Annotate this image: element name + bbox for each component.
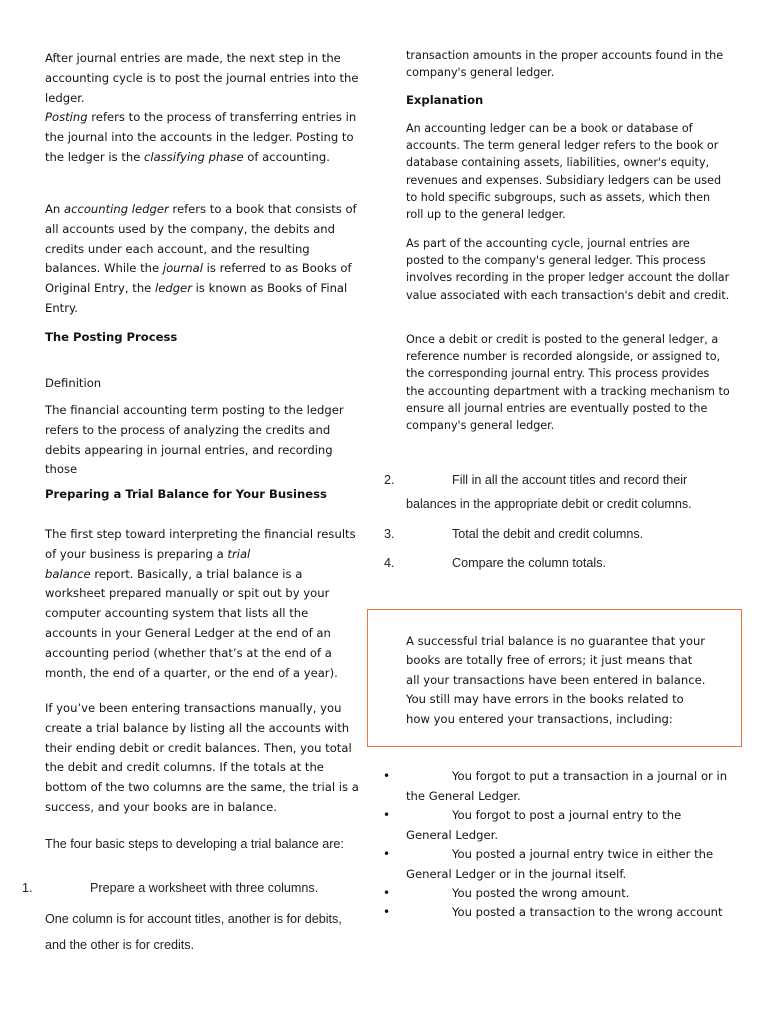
list-item: You posted a journal entry twice in either the <box>452 847 714 861</box>
explanation-paragraph-1: An accounting ledger can be a book or database of accounts. The term general ledger refers to the book or database containing assets, liabilities, owner's equity, revenues and expenses. Subsidiary ledgers can be used to hold specific subgroups, such as assets, which then roll up to the general ledger. <box>406 122 722 222</box>
intro-text-3: of accounting. <box>243 149 330 164</box>
definition-text: The financial accounting term posting to the ledger refers to the process of analyzing the credits and debits appearing in journal entries, and recording those <box>45 403 344 477</box>
intro-text: After journal entries are made, the next step in the accounting cycle is to post the journal entries into the ledger. <box>45 51 359 105</box>
trial-balance-paragraph-1 <box>45 525 363 683</box>
step-1-text: Prepare a worksheet with three columns. <box>90 881 319 895</box>
accounting-ledger-term: accounting ledger <box>63 202 169 216</box>
list-item: You posted the wrong amount. <box>452 886 630 900</box>
trial-p1-text-2: report. Basically, a trial balance is a worksheet prepared manually or spit out by your computer accounting system that lists all the accounts in your General Ledger at the end of an accounting period (whether that’s at the end of a month, the end of a quarter, or the end of a year). <box>45 566 338 680</box>
ledger-def-text: An <box>45 202 64 216</box>
trial-balance-paragraph-2: If you’ve been entering transactions manually, you create a trial balance by listing all the accounts with their ending debit or credit balances. Then, you total the debit and credit columns. If the totals at the bottom of the two columns are the same, the trial is a success, and your books are in balance. <box>45 701 359 814</box>
classifying-phase-term: classifying phase <box>144 149 244 164</box>
ledger-def-text-3: is referred to as Books of Original Entry, the <box>45 261 352 296</box>
step-2-continued: balances in the appropriate debit or credit columns. <box>406 497 692 511</box>
ledger-term: ledger <box>154 281 192 296</box>
bullet-marker: • <box>383 886 391 900</box>
step-3-text: Total the debit and credit columns. <box>452 527 644 541</box>
posting-process-heading: The Posting Process <box>45 330 178 344</box>
explanation-heading: Explanation <box>406 93 484 107</box>
intro-text-2: refers to the process of transferring entries in the journal into the accounts in the ledger. Posting to the ledger is the <box>45 110 357 164</box>
explanation-paragraph-2: As part of the accounting cycle, journal entries are posted to the company's general ledger. This process involves recording in the proper ledger account the dollar value associated with each transaction's debit and credit. <box>406 237 730 302</box>
trial-p1-text: The first step toward interpreting the financial results of your business is preparing a <box>45 527 356 561</box>
explanation-paragraph-3: Once a debit or credit is posted to the general ledger, a reference number is recorded alongside, or assigned to, the corresponding journal entry. This process provides the accounting department with a tracking mechanism to ensure all journal entries are eventually posted to the company's general ledger. <box>406 333 730 433</box>
list-item: You posted a transaction to the wrong account <box>452 905 723 919</box>
posting-continuation: transaction amounts in the proper accounts found in the company's general ledger. <box>406 49 724 80</box>
posting-term: Posting <box>45 110 88 125</box>
journal-term: journal <box>162 261 203 276</box>
bullet-marker: • <box>383 905 391 919</box>
list-item: You forgot to put a transaction in a journal or in <box>452 769 728 783</box>
list-item-continued: the General Ledger. <box>406 789 521 803</box>
step-2-text: Fill in all the account titles and record their <box>452 473 688 487</box>
list-item: You forgot to post a journal entry to the <box>452 808 682 822</box>
list-item-continued: General Ledger or in the journal itself. <box>406 867 627 881</box>
step-1-number: 1. <box>22 881 33 895</box>
four-steps-intro: The four basic steps to developing a trial balance are: <box>45 837 344 851</box>
ledger-def-text-4: is known as Books of Final Entry. <box>45 281 348 315</box>
ledger-definition-paragraph <box>45 200 363 319</box>
step-3-number: 3. <box>384 527 395 541</box>
step-2-number: 2. <box>384 473 395 487</box>
bullet-marker: • <box>383 769 391 783</box>
trial-term: trial <box>227 546 251 561</box>
ledger-def-text-2: refers to a book that consists of all accounts used by the company, the debits and credits under each account, and the resulting balances. While the <box>45 202 357 276</box>
list-item-continued: General Ledger. <box>406 828 499 842</box>
step-1-detail: One column is for account titles, another is for debits, and the other is for credits. <box>45 912 342 952</box>
intro-paragraph <box>45 49 363 168</box>
trial-balance-note: A successful trial balance is no guarantee that your books are totally free of errors; it just means that all your transactions have been entered in balance. You still may have errors in the books related to how you entered your transactions, including: <box>406 634 706 726</box>
step-4-text: Compare the column totals. <box>452 556 606 570</box>
bullet-marker: • <box>383 847 391 861</box>
bullet-marker: • <box>383 808 391 822</box>
balance-term: balance <box>45 566 91 581</box>
step-4-number: 4. <box>384 556 395 570</box>
definition-heading: Definition <box>45 376 102 390</box>
trial-balance-heading: Preparing a Trial Balance for Your Business <box>45 487 327 501</box>
